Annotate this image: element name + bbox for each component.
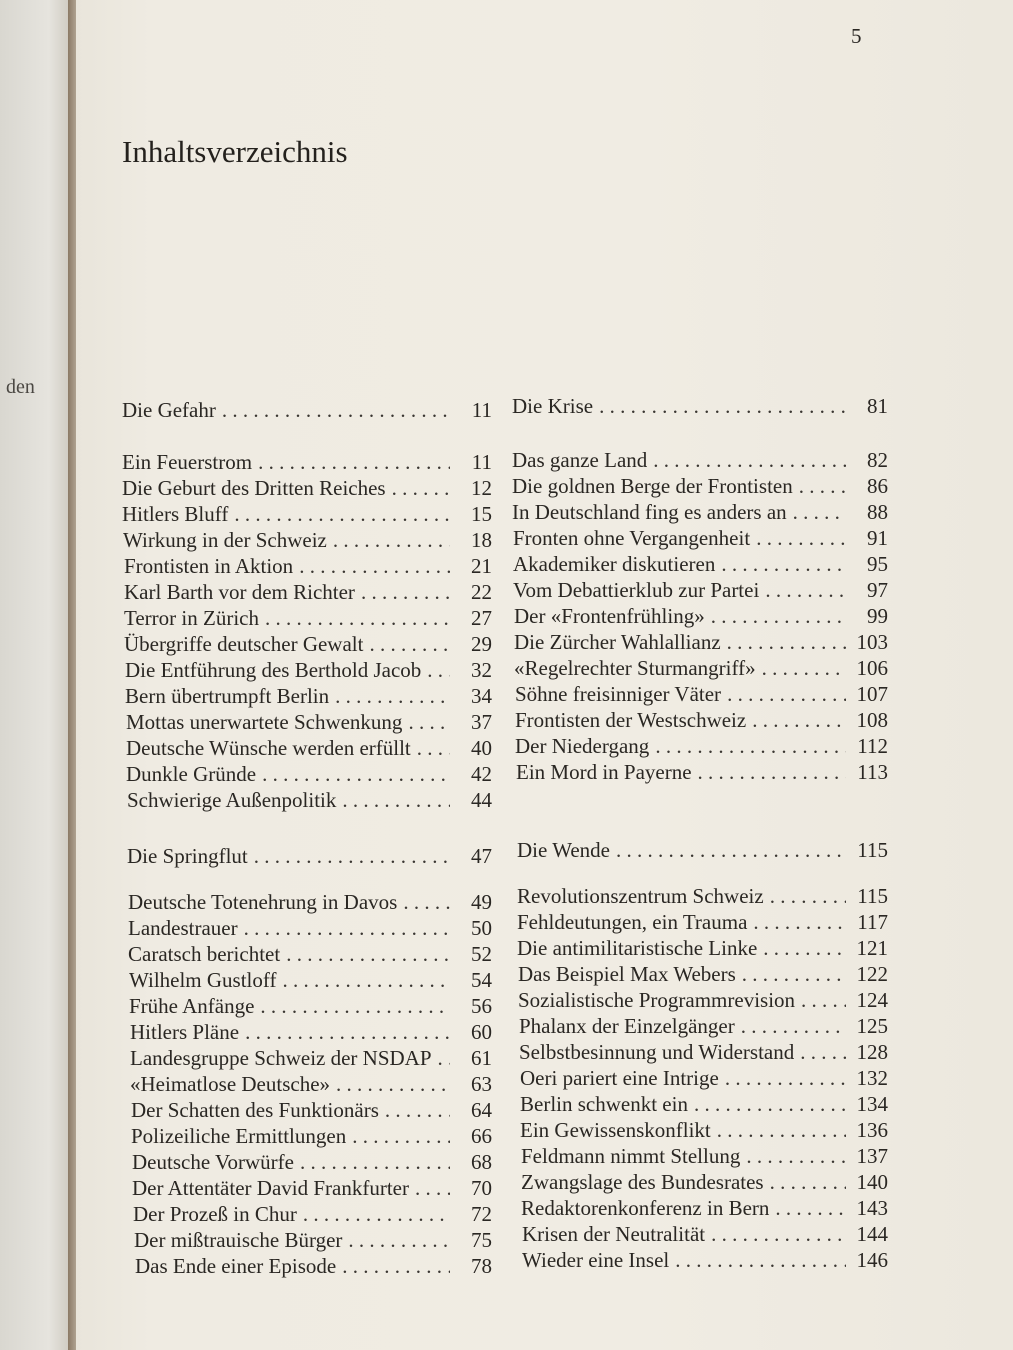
toc-entry-title: Phalanx der Einzelgänger — [519, 1014, 735, 1038]
toc-entry-page-number: 144 — [856, 1222, 888, 1246]
toc-leader-dots — [794, 1040, 846, 1064]
toc-entry-title: Die Springflut — [127, 844, 248, 868]
toc-entry-page-number: 63 — [471, 1072, 492, 1096]
toc-entry-title: Deutsche Wünsche werden erfüllt — [126, 736, 411, 760]
toc-entry — [128, 916, 492, 940]
toc-entry — [130, 1020, 492, 1044]
toc-entry — [520, 1118, 888, 1142]
toc-entry — [516, 760, 888, 784]
toc-entry — [512, 448, 888, 472]
toc-entry-title: Mottas unerwartete Schwenkung — [126, 710, 403, 734]
toc-entry — [520, 1066, 888, 1090]
toc-leader-dots — [379, 1098, 450, 1122]
toc-entry-title: Übergriffe deutscher Gewalt — [124, 632, 364, 656]
toc-entry-title: Die Gefahr — [122, 398, 216, 422]
toc-left-column — [122, 0, 492, 1350]
toc-entry — [126, 762, 492, 786]
toc-entry-title: Karl Barth vor dem Richter — [124, 580, 355, 604]
toc-leader-dots — [719, 1066, 846, 1090]
toc-leader-dots — [239, 1020, 450, 1044]
page-number: 5 — [851, 24, 862, 48]
toc-leader-dots — [238, 916, 450, 940]
toc-leader-dots — [795, 988, 846, 1012]
toc-leader-dots — [764, 1170, 846, 1194]
toc-entry-title: Fehldeutungen, ein Trauma — [517, 910, 748, 934]
toc-entry-page-number: 125 — [856, 1014, 888, 1038]
toc-entry — [129, 968, 492, 992]
toc-entry-title: Die Wende — [517, 838, 610, 862]
toc-entry-page-number: 121 — [856, 936, 888, 960]
toc-section-heading — [512, 394, 888, 418]
toc-leader-dots — [402, 710, 450, 734]
toc-leader-dots — [327, 528, 450, 552]
toc-entry — [125, 658, 492, 682]
toc-entry — [134, 1228, 492, 1252]
toc-entry-title: Oeri pariert eine Intrige — [520, 1066, 719, 1090]
toc-entry — [131, 1098, 492, 1122]
toc-entry-title: Die Zürcher Wahlallianz — [514, 630, 721, 654]
toc-entry-title: Deutsche Vorwürfe — [132, 1150, 294, 1174]
toc-leader-dots — [280, 942, 450, 966]
toc-leader-dots — [757, 936, 846, 960]
toc-leader-dots — [421, 658, 450, 682]
toc-leader-dots — [342, 1228, 450, 1252]
toc-entry-page-number: 15 — [471, 502, 492, 526]
table-of-contents-page — [76, 0, 1013, 1350]
toc-leader-dots — [747, 910, 846, 934]
toc-entry-page-number: 146 — [856, 1248, 888, 1272]
toc-entry-title: Die goldnen Berge der Frontisten — [512, 474, 793, 498]
toc-leader-dots — [721, 682, 846, 706]
toc-entry-title: Ein Mord in Payerne — [516, 760, 692, 784]
toc-leader-dots — [228, 502, 450, 526]
toc-entry-title: Redaktorenkonferenz in Bern — [521, 1196, 770, 1220]
toc-leader-dots — [793, 474, 846, 498]
toc-leader-dots — [721, 630, 846, 654]
toc-entry-page-number: 75 — [471, 1228, 492, 1252]
toc-entry-title: Hitlers Bluff — [122, 502, 229, 526]
toc-entry-title: Das Ende einer Episode — [135, 1254, 337, 1278]
toc-section-heading — [517, 838, 888, 862]
toc-leader-dots — [252, 450, 450, 474]
toc-entry-page-number: 68 — [471, 1150, 492, 1174]
toc-entry-page-number: 137 — [856, 1144, 888, 1168]
toc-entry-page-number: 52 — [471, 942, 492, 966]
toc-entry-title: Selbstbesinnung und Widerstand — [519, 1040, 795, 1064]
toc-entry-page-number: 78 — [471, 1254, 492, 1278]
toc-entry-title: Deutsche Totenehrung in Davos — [128, 890, 398, 914]
toc-entry — [133, 1202, 492, 1226]
toc-entry-title: Sozialistische Programmrevision — [518, 988, 796, 1012]
toc-entry-title: Landesgruppe Schweiz der NSDAP — [130, 1046, 432, 1070]
toc-entry — [513, 526, 888, 550]
toc-leader-dots — [610, 838, 846, 862]
toc-leader-dots — [692, 760, 846, 784]
toc-entry-page-number: 50 — [471, 916, 492, 940]
toc-entry-page-number: 106 — [856, 656, 888, 680]
toc-section-heading — [122, 398, 492, 422]
toc-entry-title: Fronten ohne Vergangenheit — [513, 526, 751, 550]
toc-leader-dots — [787, 500, 846, 524]
toc-entry-title: Wieder eine Insel — [522, 1248, 670, 1272]
toc-leader-dots — [647, 448, 846, 472]
toc-entry-page-number: 34 — [471, 684, 492, 708]
toc-entry — [131, 1124, 492, 1148]
toc-entry-title: Frontisten der Westschweiz — [515, 708, 747, 732]
toc-leader-dots — [750, 526, 846, 550]
toc-entry-page-number: 143 — [856, 1196, 888, 1220]
toc-entry-title: Dunkle Gründe — [126, 762, 257, 786]
toc-entry-page-number: 72 — [471, 1202, 492, 1226]
toc-entry-page-number: 86 — [867, 474, 888, 498]
toc-leader-dots — [254, 994, 450, 1018]
toc-entry — [126, 710, 492, 734]
toc-entry — [522, 1222, 888, 1246]
toc-entry-page-number: 97 — [867, 578, 888, 602]
toc-entry-page-number: 112 — [857, 734, 888, 758]
toc-entry — [132, 1150, 492, 1174]
toc-entry — [521, 1170, 888, 1194]
toc-leader-dots — [259, 606, 450, 630]
toc-entry — [521, 1144, 888, 1168]
toc-entry — [517, 910, 888, 934]
toc-entry — [518, 988, 888, 1012]
toc-entry — [124, 554, 492, 578]
toc-entry — [519, 1040, 888, 1064]
toc-entry-title: Die antimilitaristische Linke — [517, 936, 758, 960]
toc-leader-dots — [386, 476, 450, 500]
toc-leader-dots — [294, 1150, 450, 1174]
toc-entry — [520, 1092, 888, 1116]
toc-entry — [126, 736, 492, 760]
toc-leader-dots — [329, 684, 450, 708]
toc-entry-page-number: 113 — [857, 760, 888, 784]
toc-entry-title: Landestrauer — [128, 916, 238, 940]
toc-entry-title: Söhne freisinniger Väter — [515, 682, 722, 706]
toc-entry — [132, 1176, 492, 1200]
toc-entry-title: Frontisten in Aktion — [124, 554, 294, 578]
toc-entry-page-number: 88 — [867, 500, 888, 524]
toc-entry-page-number: 70 — [471, 1176, 492, 1200]
toc-entry-page-number: 117 — [857, 910, 888, 934]
toc-entry-title: Der mißtrauische Bürger — [134, 1228, 343, 1252]
toc-entry-title: Vom Debattierklub zur Partei — [513, 578, 760, 602]
toc-entry-title: Der Attentäter David Frankfurter — [132, 1176, 409, 1200]
toc-right-column — [512, 0, 888, 1350]
toc-entry-title: Die Entführung des Berthold Jacob — [125, 658, 422, 682]
toc-entry — [129, 994, 492, 1018]
toc-leader-dots — [705, 604, 846, 628]
toc-entry — [122, 502, 492, 526]
toc-entry-title: Das Beispiel Max Webers — [518, 962, 736, 986]
toc-entry-title: Caratsch berichtet — [128, 942, 281, 966]
toc-entry-page-number: 95 — [867, 552, 888, 576]
toc-entry-title: Ein Gewissenskonflikt — [520, 1118, 711, 1142]
toc-entry-page-number: 128 — [856, 1040, 888, 1064]
toc-section-heading — [127, 844, 492, 868]
toc-entry-title: «Regelrechter Sturmangriff» — [514, 656, 756, 680]
toc-entry — [514, 630, 888, 654]
toc-entry-title: In Deutschland fing es anders an — [512, 500, 787, 524]
toc-entry-page-number: 11 — [471, 450, 492, 474]
toc-leader-dots — [355, 580, 450, 604]
toc-entry — [522, 1248, 888, 1272]
toc-leader-dots — [248, 844, 450, 868]
previous-page-edge — [0, 0, 70, 1350]
toc-leader-dots — [688, 1092, 846, 1116]
toc-leader-dots — [769, 1196, 846, 1220]
toc-leader-dots — [409, 1176, 450, 1200]
toc-entry-page-number: 115 — [857, 838, 888, 862]
toc-leader-dots — [756, 656, 846, 680]
toc-entry-page-number: 40 — [471, 736, 492, 760]
toc-entry-title: Der Niedergang — [515, 734, 650, 758]
toc-entry-page-number: 91 — [867, 526, 888, 550]
toc-leader-dots — [346, 1124, 450, 1148]
toc-entry-page-number: 22 — [471, 580, 492, 604]
toc-leader-dots — [593, 394, 846, 418]
toc-entry-title: Akademiker diskutieren — [513, 552, 716, 576]
toc-leader-dots — [336, 1254, 450, 1278]
toc-entry-title: Bern übertrumpft Berlin — [125, 684, 330, 708]
toc-leader-dots — [759, 578, 846, 602]
previous-page-text-fragment: den — [6, 376, 35, 398]
toc-entry — [125, 684, 492, 708]
toc-entry-page-number: 140 — [856, 1170, 888, 1194]
toc-entry-page-number: 61 — [471, 1046, 492, 1070]
toc-entry — [124, 632, 492, 656]
toc-leader-dots — [330, 1072, 450, 1096]
toc-leader-dots — [740, 1144, 846, 1168]
toc-entry — [128, 890, 492, 914]
toc-leader-dots — [746, 708, 846, 732]
toc-entry-page-number: 37 — [471, 710, 492, 734]
toc-entry-page-number: 66 — [471, 1124, 492, 1148]
toc-entry-title: Die Krise — [512, 394, 594, 418]
toc-entry — [512, 500, 888, 524]
toc-leader-dots — [711, 1118, 846, 1142]
toc-entry — [124, 580, 492, 604]
toc-entry-title: Der Schatten des Funktionärs — [131, 1098, 379, 1122]
toc-leader-dots — [735, 1014, 846, 1038]
toc-entry-page-number: 103 — [856, 630, 888, 654]
toc-entry-page-number: 27 — [471, 606, 492, 630]
toc-entry-page-number: 12 — [471, 476, 492, 500]
toc-entry-page-number: 60 — [471, 1020, 492, 1044]
toc-entry-page-number: 11 — [471, 398, 492, 422]
toc-entry — [124, 606, 492, 630]
toc-leader-dots — [216, 398, 450, 422]
toc-leader-dots — [649, 734, 846, 758]
toc-entry-page-number: 132 — [856, 1066, 888, 1090]
toc-leader-dots — [432, 1046, 450, 1070]
toc-entry-title: Zwangslage des Bundesrates — [521, 1170, 764, 1194]
toc-entry — [514, 656, 888, 680]
toc-entry — [513, 578, 888, 602]
toc-entry-title: Der Prozeß in Chur — [133, 1202, 297, 1226]
toc-entry-title: Frühe Anfänge — [129, 994, 255, 1018]
toc-entry-title: Berlin schwenkt ein — [520, 1092, 688, 1116]
toc-entry-title: «Heimatlose Deutsche» — [130, 1072, 331, 1096]
toc-entry-title: Wirkung in der Schweiz — [123, 528, 327, 552]
toc-entry-page-number: 122 — [856, 962, 888, 986]
toc-entry-page-number: 18 — [471, 528, 492, 552]
toc-entry — [517, 936, 888, 960]
toc-leader-dots — [293, 554, 450, 578]
page-title: Inhaltsverzeichnis — [122, 134, 348, 169]
toc-entry-page-number: 107 — [856, 682, 888, 706]
toc-entry-page-number: 82 — [867, 448, 888, 472]
toc-entry — [513, 552, 888, 576]
toc-entry-title: Krisen der Neutralität — [522, 1222, 706, 1246]
toc-entry-page-number: 56 — [471, 994, 492, 1018]
toc-entry — [515, 708, 888, 732]
toc-entry-title: Feldmann nimmt Stellung — [521, 1144, 741, 1168]
toc-entry — [518, 962, 888, 986]
toc-entry — [122, 450, 492, 474]
toc-leader-dots — [363, 632, 450, 656]
toc-entry-page-number: 136 — [856, 1118, 888, 1142]
toc-entry-title: Polizeiliche Ermittlungen — [131, 1124, 347, 1148]
toc-entry — [517, 884, 888, 908]
toc-entry-title: Ein Feuerstrom — [122, 450, 253, 474]
toc-entry-page-number: 44 — [471, 788, 492, 812]
toc-entry-title: Das ganze Land — [512, 448, 648, 472]
toc-entry-page-number: 134 — [856, 1092, 888, 1116]
toc-entry — [130, 1046, 492, 1070]
toc-entry-page-number: 108 — [856, 708, 888, 732]
toc-entry-page-number: 99 — [867, 604, 888, 628]
toc-entry — [512, 474, 888, 498]
toc-entry-title: Wilhelm Gustloff — [129, 968, 277, 992]
toc-entry — [519, 1014, 888, 1038]
toc-leader-dots — [277, 968, 450, 992]
toc-leader-dots — [736, 962, 846, 986]
toc-entry-page-number: 47 — [471, 844, 492, 868]
toc-leader-dots — [669, 1248, 846, 1272]
toc-entry-page-number: 115 — [857, 884, 888, 908]
toc-entry — [521, 1196, 888, 1220]
toc-leader-dots — [256, 762, 450, 786]
toc-entry — [128, 942, 492, 966]
toc-leader-dots — [411, 736, 450, 760]
toc-entry — [515, 682, 888, 706]
toc-entry-title: Schwierige Außenpolitik — [127, 788, 337, 812]
toc-leader-dots — [336, 788, 450, 812]
toc-entry-page-number: 49 — [471, 890, 492, 914]
toc-entry — [130, 1072, 492, 1096]
toc-entry — [123, 528, 492, 552]
toc-entry-page-number: 81 — [867, 394, 888, 418]
toc-entry-title: Die Geburt des Dritten Reiches — [122, 476, 386, 500]
toc-entry-page-number: 21 — [471, 554, 492, 578]
toc-entry-page-number: 64 — [471, 1098, 492, 1122]
toc-leader-dots — [764, 884, 846, 908]
toc-leader-dots — [705, 1222, 846, 1246]
toc-entry-title: Der «Frontenfrühling» — [514, 604, 705, 628]
toc-entry-page-number: 29 — [471, 632, 492, 656]
toc-entry — [122, 476, 492, 500]
toc-entry — [135, 1254, 492, 1278]
toc-entry-page-number: 42 — [471, 762, 492, 786]
toc-entry-page-number: 32 — [471, 658, 492, 682]
toc-entry-title: Hitlers Pläne — [130, 1020, 240, 1044]
toc-entry-title: Revolutionszentrum Schweiz — [517, 884, 764, 908]
toc-leader-dots — [297, 1202, 450, 1226]
toc-entry-page-number: 54 — [471, 968, 492, 992]
toc-entry — [515, 734, 888, 758]
toc-entry — [127, 788, 492, 812]
toc-entry-title: Terror in Zürich — [124, 606, 259, 630]
toc-entry-page-number: 124 — [856, 988, 888, 1012]
toc-leader-dots — [397, 890, 450, 914]
toc-entry — [514, 604, 888, 628]
toc-leader-dots — [715, 552, 846, 576]
